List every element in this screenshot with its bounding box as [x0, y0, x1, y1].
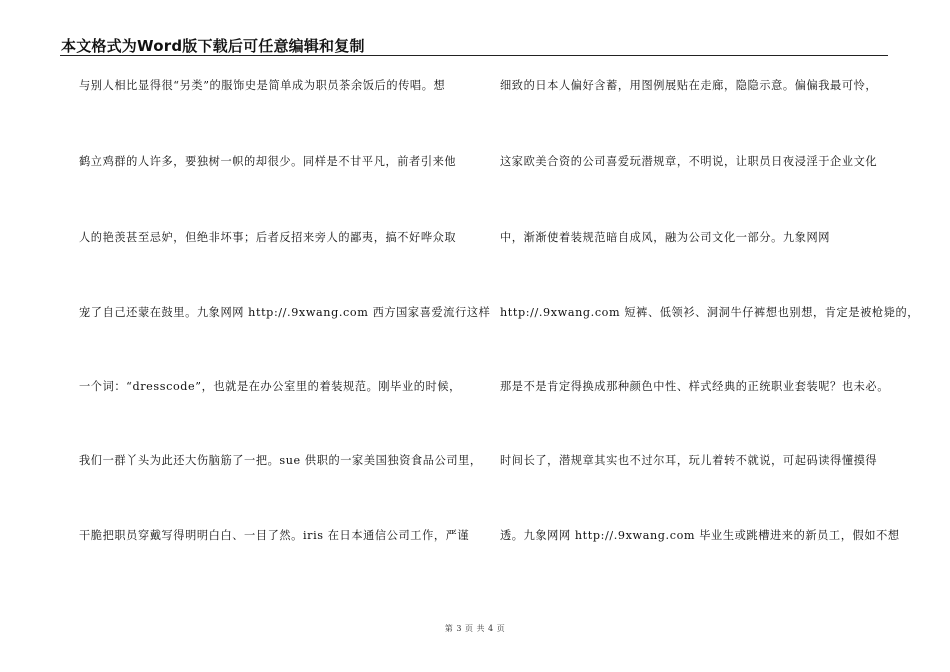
right-line-6: 时间长了，潜规章其实也不过尔耳，玩儿着转不就说，可起码读得懂摸得: [500, 454, 878, 467]
left-line-5: 一个词：“dresscode”，也就是在办公室里的着装规范。刚毕业的时候，: [79, 380, 461, 393]
left-line-6: 我们一群丫头为此还大伤脑筋了一把。sue 供职的一家美国独资食品公司里，: [79, 454, 482, 467]
right-line-1: 细致的日本人偏好含蓄，用图例展贴在走廊，隐隐示意。偏偏我最可怜，: [500, 79, 878, 92]
right-line-4: http://.9xwang.com 短裤、低领衫、洞洞牛仔裤想也别想，肯定是被枪毙的，: [500, 306, 920, 319]
header-title: 本文格式为Word版下载后可任意编辑和复制: [61, 37, 365, 55]
page-number-footer: 第 3 页 共 4 页: [444, 624, 506, 633]
left-line-4: 宠了自己还蒙在鼓里。九象网网 http://.9xwang.com 西方国家喜爱流行这样: [79, 306, 491, 319]
left-line-3: 人的艳羡甚至忌妒，但绝非坏事；后者反招来旁人的鄙夷，搞不好哗众取: [79, 231, 457, 244]
left-line-2: 鹤立鸡群的人许多，要独树一帜的却很少。同样是不甘平凡，前者引来他: [79, 155, 457, 168]
left-line-1: 与别人相比显得很“另类”的服饰史是简单成为职员茶余饭后的传唱。想: [79, 79, 446, 92]
right-line-2: 这家欧美合资的公司喜爱玩潜规章，不明说，让职员日夜浸淫于企业文化: [500, 155, 878, 168]
right-line-5: 那是不是肯定得换成那种颜色中性、样式经典的正统职业套装呢？也未必。: [500, 380, 889, 393]
left-line-7: 干脆把职员穿戴写得明明白白、一目了然。iris 在日本通信公司工作，严谨: [79, 529, 470, 542]
right-line-7: 透。九象网网 http://.9xwang.com 毕业生或跳槽进来的新员工，假如不想: [500, 529, 900, 542]
page-header: [60, 33, 888, 56]
right-line-3: 中，渐渐使着装规范暗自成风，融为公司文化一部分。九象网网: [500, 231, 831, 244]
